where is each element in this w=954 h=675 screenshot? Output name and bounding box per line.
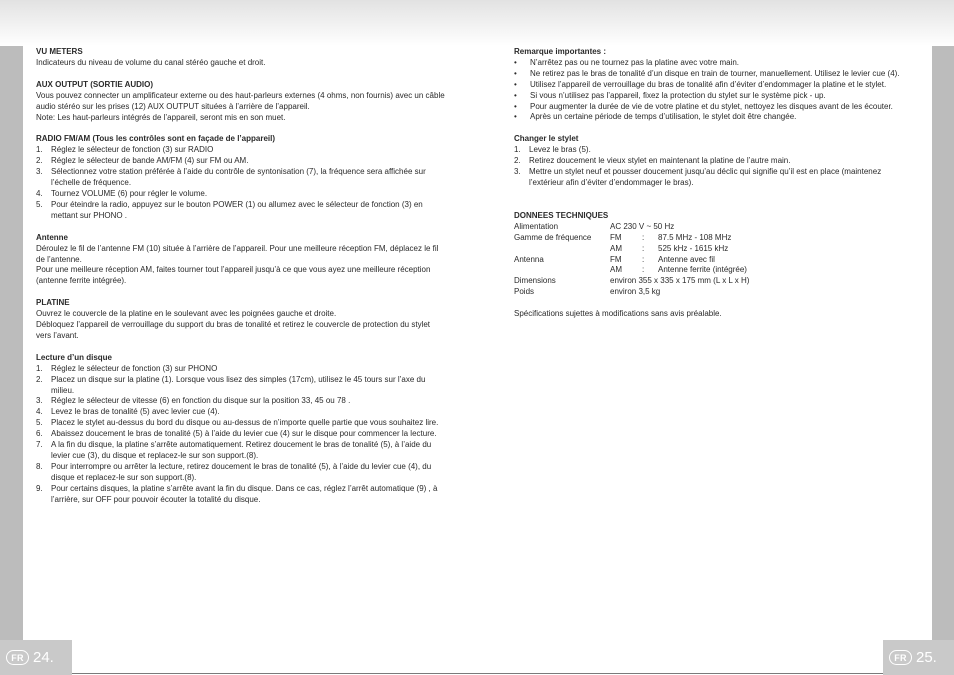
- list-text: Réglez le sélecteur de bande AM/FM (4) sur FM ou AM.: [51, 156, 249, 166]
- list-item: [36, 189, 446, 200]
- list-item: [36, 462, 446, 484]
- bullet-item: [514, 69, 914, 80]
- spec-row-dimensions: [514, 276, 914, 287]
- section-heading-remarques: Remarque importantes :: [514, 47, 607, 56]
- spec-row-gamme-fm: [514, 233, 914, 244]
- section-heading-aux-output: AUX OUTPUT (SORTIE AUDIO): [36, 79, 154, 89]
- section-heading-platine: PLATINE: [36, 298, 70, 308]
- list-item: [514, 145, 914, 156]
- spec-value: environ 355 x 335 x 175 mm (L x L x H): [610, 276, 750, 286]
- list-number: 9.: [36, 483, 43, 493]
- spec-label: Gamme de fréquence: [514, 232, 592, 242]
- list-text: Retirez doucement le vieux stylet en maintenant la platine de l’autre main.: [529, 156, 791, 166]
- paragraph: Débloquez l’appareil de verrouillage du support du bras de tonalité et retirez le couvercle de protection du stylet vers l’avant.: [36, 320, 431, 340]
- list-item: [36, 364, 446, 375]
- list-number: 5.: [36, 418, 43, 428]
- language-badge: FR: [6, 650, 29, 665]
- spec-row-gamme-am: [514, 244, 914, 255]
- list-text: Réglez le sélecteur de fonction (3) sur RADIO: [51, 145, 214, 155]
- list-item: [36, 167, 446, 189]
- spec-row-alimentation: [514, 222, 914, 233]
- spec-band: AM: [610, 243, 622, 253]
- list-item: [36, 407, 446, 418]
- page-number: 25.: [916, 649, 937, 666]
- bullet-icon: •: [514, 79, 517, 89]
- spec-label: Alimentation: [514, 221, 559, 231]
- list-number: 2.: [514, 156, 521, 166]
- header-band: [0, 0, 954, 46]
- list-text: Sélectionnez votre station préférée à l’aide du contrôle de syntonisation (7), la fréquence sera affichée sur l’échelle de fréquence.: [51, 167, 426, 188]
- language-badge: FR: [889, 650, 912, 665]
- list-text: A la fin du disque, la platine s’arrête automatiquement. Retirez doucement le bras de tonalité (5), à l’aide du levier cue (3), du disque et replacez-le sur son support.(8).: [51, 440, 432, 460]
- list-number: 3.: [36, 396, 43, 406]
- bullet-text: Pour augmenter la durée de vie de votre platine et du stylet, nettoyez les disques avant de les écouter.: [530, 101, 893, 111]
- list-item: [36, 200, 446, 222]
- paragraph: Pour une meilleure réception AM, faites tourner tout l’appareil jusqu’à ce que vous ayez une meilleure réception (antenne ferrite intégrée).: [36, 265, 431, 286]
- list-item: [36, 156, 446, 167]
- paragraph: Vous pouvez connecter un amplificateur externe ou des haut-parleurs externes (4 ohms, non fournis) avec un câble audio stéréo sur les prises (12) AUX OUTPUT situées à l’arrière de l’appareil.: [36, 90, 445, 111]
- spec-note: Spécifications sujettes à modifications sans avis préalable.: [514, 309, 722, 319]
- spec-row-antenna-fm: [514, 255, 914, 266]
- spec-row-antenna-am: [514, 265, 914, 276]
- left-page-content: [36, 47, 446, 506]
- bullet-text: Si vous n’utilisez pas l’appareil, fixez la protection du stylet sur le système pick - up.: [530, 90, 826, 100]
- section-heading-stylet: Changer le stylet: [514, 134, 579, 144]
- spec-value: Antenne ferrite (intégrée): [658, 265, 747, 275]
- bullet-icon: •: [514, 57, 517, 67]
- spec-band: FM: [610, 232, 622, 242]
- spec-band: AM: [610, 265, 622, 275]
- bullet-icon: •: [514, 68, 517, 78]
- bullet-item: [514, 80, 914, 91]
- spec-label: Dimensions: [514, 276, 556, 286]
- list-number: 1.: [36, 363, 43, 373]
- bullet-text: Ne retirez pas le bras de tonalité d’un disque en train de tourner, manuellement. Utilisez le levier cue (4).: [530, 68, 900, 78]
- list-number: 4.: [36, 407, 43, 417]
- list-number: 1.: [514, 145, 521, 155]
- spec-value: environ 3,5 kg: [610, 287, 661, 297]
- list-text: Pour certains disques, la platine s’arrête avant la fin du disque. Dans ce cas, réglez l’arrêt automatique (9) , à l’arrière, sur OFF pour pouvoir écouter la totalité du disque.: [51, 483, 438, 504]
- page-footer-left: [0, 640, 72, 675]
- spec-label: Antenna: [514, 254, 544, 264]
- list-text: Abaissez doucement le bras de tonalité (5) à l’aide du levier cue (4) sur le disque pour commencer la lecture.: [51, 429, 437, 439]
- page-number: 24.: [33, 649, 54, 666]
- list-number: 3.: [36, 167, 43, 177]
- paragraph: Ouvrez le couvercle de la platine en le soulevant avec les poignées gauche et droite.: [36, 309, 337, 319]
- page-footer-right: [883, 640, 954, 675]
- right-margin-bar: [932, 46, 954, 675]
- section-heading-lecture: Lecture d’un disque: [36, 352, 113, 362]
- list-text: Réglez le sélecteur de vitesse (6) en fonction du disque sur la position 33, 45 ou 78 .: [51, 396, 351, 406]
- list-item: [36, 145, 446, 156]
- bullet-icon: •: [514, 101, 517, 111]
- list-text: Pour éteindre la radio, appuyez sur le bouton POWER (1) ou allumez avec le sélecteur de fonction (3) en mettant sur PHONO .: [51, 199, 423, 220]
- bullet-icon: •: [514, 90, 517, 100]
- list-text: Tournez VOLUME (6) pour régler le volume.: [51, 188, 208, 198]
- left-margin-bar: [0, 46, 23, 675]
- section-heading-radio: RADIO FM/AM (Tous les contrôles sont en façade de l’appareil): [36, 134, 275, 144]
- bullet-icon: •: [514, 112, 517, 122]
- list-text: Mettre un stylet neuf et pousser doucement jusqu’au déclic qui signifie qu’il est en place (maintenez l’extérieur afin d’éviter d’endommager le bras).: [529, 167, 882, 187]
- list-text: Levez le bras de tonalité (5) avec levier cue (4).: [51, 407, 220, 417]
- spec-colon: :: [642, 243, 645, 253]
- list-item: [36, 396, 446, 407]
- section-heading-vu-meters: VU METERS: [36, 47, 83, 56]
- list-number: 2.: [36, 374, 43, 384]
- spec-colon: :: [642, 254, 645, 264]
- spec-value: 87.5 MHz - 108 MHz: [658, 232, 732, 242]
- list-text: Placez un disque sur la platine (1). Lorsque vous lisez des simples (17cm), utilisez le 45 tours sur l’axe du milieu.: [51, 374, 426, 395]
- paragraph: Déroulez le fil de l’antenne FM (10) située à l’arrière de l’appareil. Pour une meilleure réception FM, déplacez le fil de l’antenne.: [36, 243, 439, 264]
- list-text: Placez le stylet au-dessus du bord du disque ou au-dessus de n’importe quelle partie que vous souhaitez lire.: [51, 418, 439, 428]
- spec-value: 525 kHz - 1615 kHz: [658, 243, 729, 253]
- spec-value: AC 230 V ~ 50 Hz: [610, 221, 675, 231]
- spec-value: Antenne avec fil: [658, 254, 715, 264]
- list-item: [36, 440, 446, 462]
- bullet-text: Après un certaine période de temps d’utilisation, le stylet doit être changée.: [530, 112, 797, 122]
- list-text: Réglez le sélecteur de fonction (3) sur PHONO: [51, 363, 218, 373]
- list-text: Levez le bras (5).: [529, 145, 591, 155]
- list-item: [514, 156, 914, 167]
- list-number: 1.: [36, 145, 43, 155]
- list-item: [36, 375, 446, 397]
- section-heading-donnees-techniques: DONNEES TECHNIQUES: [514, 210, 609, 220]
- bottom-rule: [72, 673, 883, 674]
- spec-row-poids: [514, 287, 914, 298]
- list-item: [36, 429, 446, 440]
- list-number: 4.: [36, 188, 43, 198]
- list-number: 8.: [36, 461, 43, 471]
- section-heading-antenne: Antenne: [36, 232, 68, 242]
- list-number: 3.: [514, 167, 521, 177]
- spec-band: FM: [610, 254, 622, 264]
- bullet-text: Utilisez l’appareil de verrouillage du bras de tonalité afin d’éviter d’endommager la platine et le stylet.: [530, 79, 887, 89]
- spec-colon: :: [642, 232, 645, 242]
- bullet-item: [514, 91, 914, 102]
- bullet-item: [514, 112, 914, 123]
- list-number: 2.: [36, 156, 43, 166]
- bullet-item: [514, 58, 914, 69]
- list-item: [36, 484, 446, 506]
- paragraph: Indicateurs du niveau de volume du canal stéréo gauche et droit.: [36, 57, 266, 67]
- list-number: 6.: [36, 429, 43, 439]
- bullet-item: [514, 102, 914, 113]
- paragraph: Note: Les haut-parleurs intégrés de l’appareil, seront mis en son muet.: [36, 112, 286, 122]
- list-number: 5.: [36, 199, 43, 209]
- spec-colon: :: [642, 265, 645, 275]
- list-number: 7.: [36, 440, 43, 450]
- bullet-text: N’arrêtez pas ou ne tournez pas la platine avec votre main.: [530, 57, 740, 67]
- spec-label: Poids: [514, 287, 535, 297]
- list-item: [36, 418, 446, 429]
- right-page-content: [514, 47, 914, 320]
- list-text: Pour interrompre ou arrêter la lecture, retirez doucement le bras de tonalité (5), à l’aide du levier cue (4), du disque et replacez-le sur son support.(8).: [51, 461, 432, 482]
- list-item: [514, 167, 914, 189]
